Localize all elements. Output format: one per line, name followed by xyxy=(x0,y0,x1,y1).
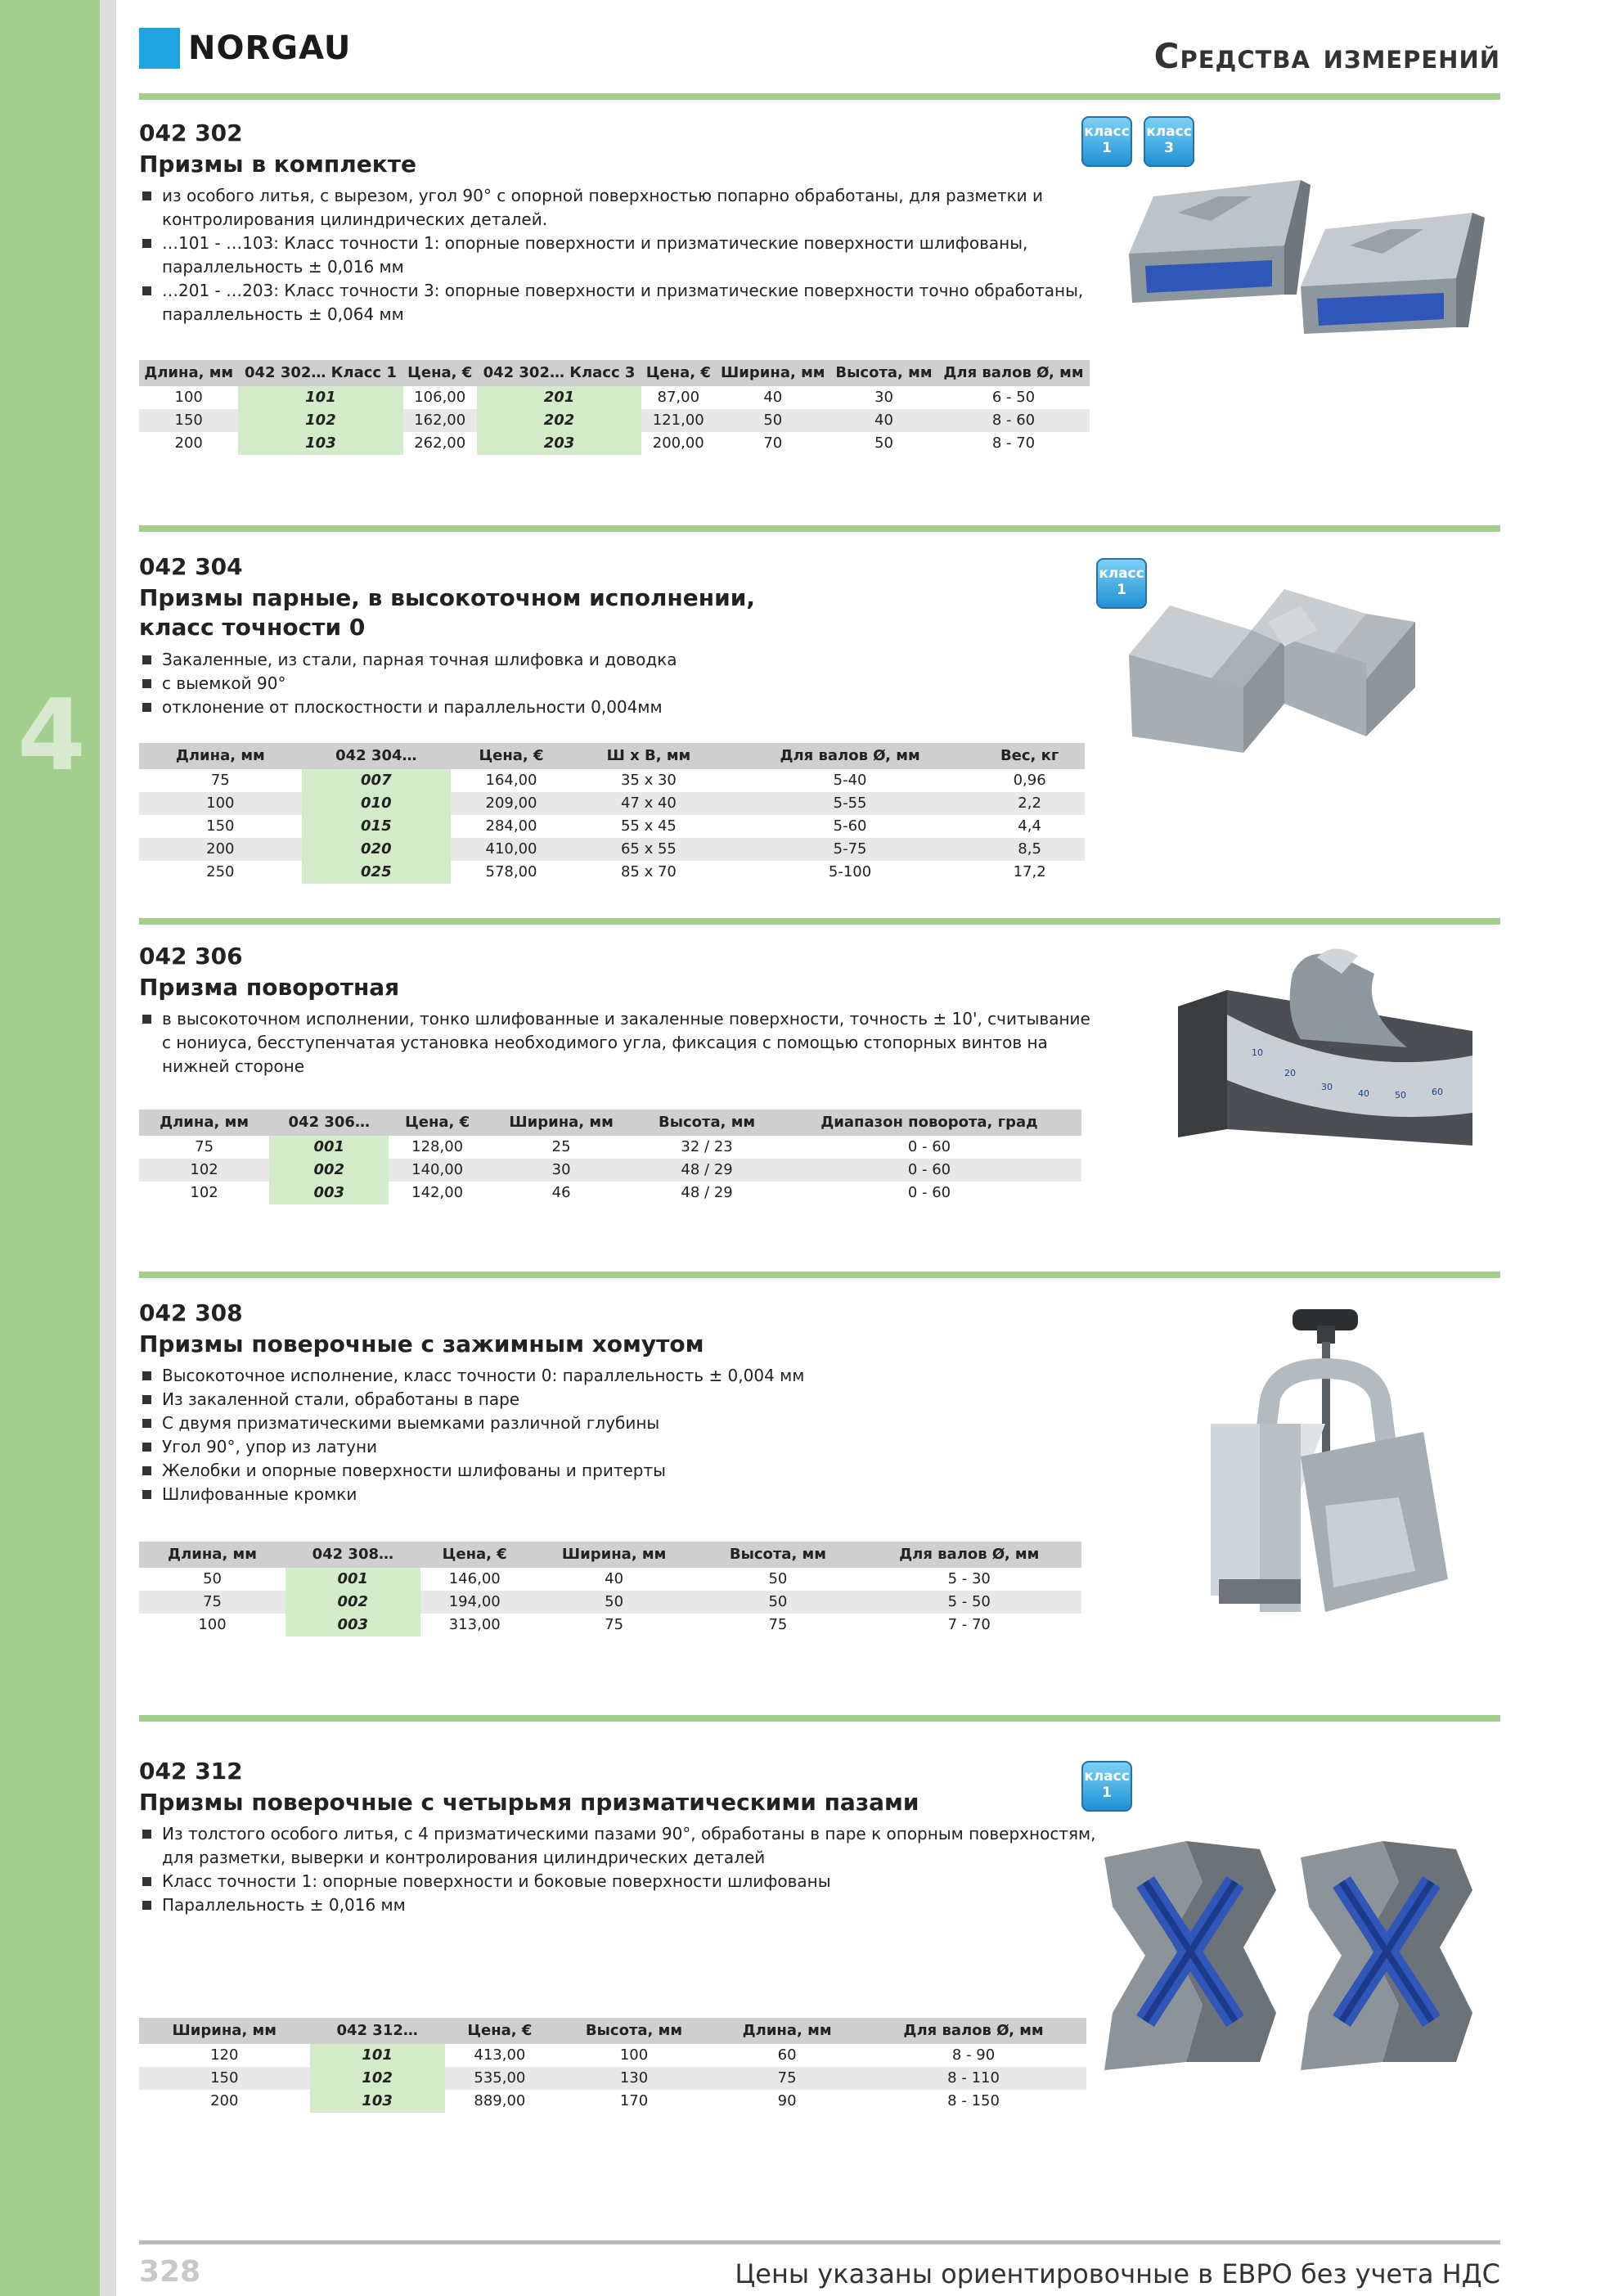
product-042302 xyxy=(139,119,1096,326)
article-code: 202 xyxy=(477,409,641,432)
product-name: Призмы парные, в высокоточном исполнении, класс точности 0 xyxy=(139,584,755,642)
article-code: 002 xyxy=(285,1591,420,1614)
column-header: Цена, € xyxy=(389,1110,486,1136)
table-row xyxy=(139,1591,1081,1614)
table-cell: 102 xyxy=(190,1184,218,1201)
section-divider xyxy=(139,918,1500,925)
table-cell: 100 xyxy=(174,389,203,406)
section-divider xyxy=(139,1715,1500,1722)
article-code: 103 xyxy=(310,2090,445,2113)
column-header: Для валов Ø, мм xyxy=(726,743,974,769)
svg-text:20: 20 xyxy=(1284,1068,1296,1078)
feature-list xyxy=(139,1364,1096,1506)
v-block-pair-illustration xyxy=(1121,573,1497,769)
table-cell: 8 - 90 xyxy=(951,2046,996,2064)
article-code: 007 xyxy=(302,769,451,792)
table-cell: 100 xyxy=(619,2046,649,2064)
table-cell: 313,00 xyxy=(448,1616,501,1633)
table-cell: 75 xyxy=(713,2067,861,2090)
footer-divider xyxy=(139,2240,1500,2244)
column-header: Цена, € xyxy=(641,360,715,386)
table-cell: 262,00 xyxy=(414,434,466,452)
table-cell: 48 / 29 xyxy=(681,1184,733,1201)
table-cell: 170 xyxy=(619,2092,649,2109)
column-header: Длина, мм xyxy=(139,1542,285,1568)
product-name: Призмы поверочные с четырьмя призматическими пазами xyxy=(139,1789,919,1816)
table-cell: 5-60 xyxy=(833,817,867,835)
chapter-number: 4 xyxy=(17,679,86,793)
table-cell: 209,00 xyxy=(451,792,572,815)
table-cell: 4,4 xyxy=(1018,817,1041,835)
table-cell: 60 xyxy=(777,2046,797,2064)
table-row xyxy=(139,1182,1081,1204)
section-divider xyxy=(139,93,1500,100)
table-cell: 35 x 30 xyxy=(620,772,677,789)
table-cell: 413,00 xyxy=(474,2046,526,2064)
feature-item: из особого литья, с вырезом, угол 90° с опорной поверхностью попарно обработаны, для разметки и контролирования цилиндрических деталей. xyxy=(139,184,1096,232)
table-cell: 75 xyxy=(195,1138,214,1155)
feature-item: Параллельность ± 0,016 мм xyxy=(139,1893,1096,1917)
table-cell: 17,2 xyxy=(1013,863,1046,880)
table-cell: 6 - 50 xyxy=(991,389,1036,406)
spec-table-042302 xyxy=(139,360,1090,455)
table-row xyxy=(139,815,1085,838)
v-block-with-clamp-illustration xyxy=(1203,1301,1448,1645)
table-cell: 75 xyxy=(139,1591,285,1614)
column-header: Цена, € xyxy=(445,2018,555,2044)
spec-table-042304 xyxy=(139,743,1085,884)
table-cell: 140,00 xyxy=(389,1159,486,1182)
page-number: 328 xyxy=(139,2255,201,2289)
table-row xyxy=(139,432,1090,455)
table-cell: 40 xyxy=(605,1570,624,1587)
article-code: 020 xyxy=(302,838,451,861)
column-header: Ш х В, мм xyxy=(572,743,726,769)
article-code: 010 xyxy=(302,792,451,815)
table-cell: 200 xyxy=(174,434,203,452)
accuracy-class-badge: класс 3 xyxy=(1144,116,1194,167)
table-cell: 150 xyxy=(139,409,238,432)
table-cell: 25 xyxy=(551,1138,571,1155)
article-code: 015 xyxy=(302,815,451,838)
table-cell: 75 xyxy=(768,1616,788,1633)
article-code: 203 xyxy=(477,432,641,455)
product-code: 042 302 xyxy=(139,119,243,146)
accuracy-class-badge: класс 1 xyxy=(1081,116,1132,167)
column-header: Высота, мм xyxy=(555,2018,713,2044)
product-code: 042 306 xyxy=(139,943,243,970)
column-header: Цена, € xyxy=(403,360,477,386)
table-row xyxy=(139,861,1085,884)
table-cell: 162,00 xyxy=(403,409,477,432)
table-cell: 75 xyxy=(210,772,230,789)
column-header: 042 312… xyxy=(310,2018,445,2044)
article-code: 102 xyxy=(238,409,402,432)
table-cell: 535,00 xyxy=(445,2067,555,2090)
four-groove-v-block-illustration xyxy=(1096,1817,1497,2087)
article-code: 025 xyxy=(302,861,451,884)
article-code: 101 xyxy=(310,2044,445,2067)
table-cell: 100 xyxy=(198,1616,227,1633)
table-cell: 150 xyxy=(139,2067,310,2090)
product-name: Призмы поверочные с зажимным хомутом xyxy=(139,1330,704,1357)
spec-table-042312 xyxy=(139,2018,1086,2113)
table-cell: 5 - 30 xyxy=(947,1570,991,1587)
article-code: 103 xyxy=(238,432,402,455)
article-code: 102 xyxy=(310,2067,445,2090)
feature-list xyxy=(139,1007,1096,1078)
sidebar-divider xyxy=(100,0,116,2296)
feature-list xyxy=(139,648,1096,719)
table-cell: 7 - 70 xyxy=(947,1616,991,1633)
article-code: 003 xyxy=(285,1614,420,1636)
product-042312 xyxy=(139,1758,1096,1917)
table-row xyxy=(139,1136,1081,1159)
table-cell: 30 xyxy=(486,1159,636,1182)
table-cell: 5 - 50 xyxy=(857,1591,1082,1614)
table-cell: 65 x 55 xyxy=(572,838,726,861)
column-header: Ширина, мм xyxy=(715,360,830,386)
table-cell: 8 - 110 xyxy=(861,2067,1086,2090)
table-row xyxy=(139,386,1090,409)
table-cell: 121,00 xyxy=(641,409,715,432)
product-code: 042 312 xyxy=(139,1758,243,1785)
table-cell: 8 - 60 xyxy=(937,409,1090,432)
feature-item: С двумя призматическими выемками различной глубины xyxy=(139,1411,1096,1435)
product-code: 042 308 xyxy=(139,1299,243,1326)
column-header: Высота, мм xyxy=(699,1542,856,1568)
table-cell: 200 xyxy=(210,2092,239,2109)
feature-item: Шлифованные кромки xyxy=(139,1483,1096,1506)
table-cell: 0,96 xyxy=(1013,772,1046,789)
table-cell: 8 - 70 xyxy=(991,434,1036,452)
table-cell: 50 xyxy=(768,1570,788,1587)
article-code: 001 xyxy=(285,1568,420,1591)
product-042306 xyxy=(139,943,1096,1078)
feature-item: Желобки и опорные поверхности шлифованы и притерты xyxy=(139,1459,1096,1483)
table-cell: 410,00 xyxy=(451,838,572,861)
table-cell: 50 xyxy=(874,434,893,452)
table-row xyxy=(139,409,1090,432)
table-cell: 46 xyxy=(551,1184,571,1201)
table-cell: 32 / 23 xyxy=(681,1138,733,1155)
column-header: Длина, мм xyxy=(139,743,302,769)
spec-table-042308 xyxy=(139,1542,1081,1636)
accuracy-class-badge: класс 1 xyxy=(1096,558,1147,609)
column-header: 042 306… xyxy=(269,1110,389,1136)
table-cell: 150 xyxy=(206,817,235,835)
feature-item: …201 - …203: Класс точности 3: опорные поверхности и призматические поверхности точно обработаны, параллельность ± 0,064 мм xyxy=(139,279,1096,326)
column-header: Ширина, мм xyxy=(529,1542,699,1568)
svg-text:40: 40 xyxy=(1358,1088,1369,1099)
column-header: Вес, кг xyxy=(974,743,1085,769)
table-cell: 5-40 xyxy=(833,772,867,789)
feature-item: Из закаленной стали, обработаны в паре xyxy=(139,1388,1096,1411)
table-cell: 50 xyxy=(715,409,830,432)
article-code: 101 xyxy=(238,386,402,409)
table-cell: 106,00 xyxy=(414,389,466,406)
column-header: Длина, мм xyxy=(139,1110,269,1136)
table-cell: 40 xyxy=(763,389,783,406)
table-row xyxy=(139,792,1085,815)
product-042308 xyxy=(139,1299,1096,1506)
table-cell: 194,00 xyxy=(420,1591,529,1614)
table-cell: 578,00 xyxy=(485,863,537,880)
svg-text:30: 30 xyxy=(1321,1082,1333,1092)
table-cell: 200 xyxy=(139,838,302,861)
table-cell: 142,00 xyxy=(411,1184,464,1201)
table-cell: 0 - 60 xyxy=(777,1159,1081,1182)
table-row xyxy=(139,1568,1081,1591)
table-cell: 75 xyxy=(605,1616,624,1633)
feature-list xyxy=(139,1822,1096,1917)
table-cell: 90 xyxy=(777,2092,797,2109)
table-cell: 120 xyxy=(210,2046,239,2064)
product-042304 xyxy=(139,553,1096,719)
table-cell: 250 xyxy=(206,863,235,880)
chapter-sidebar xyxy=(0,0,100,2296)
table-cell: 146,00 xyxy=(448,1570,501,1587)
table-cell: 164,00 xyxy=(485,772,537,789)
feature-item: в высокоточном исполнении, тонко шлифованные и закаленные поверхности, точность ± 10', считывание с нониуса, бесступенчатая установка необходимого угла, фиксация с помощью стопорных винтов на нижней стороне xyxy=(139,1007,1096,1078)
column-header: 042 302… Класс 1 xyxy=(238,360,402,386)
table-cell: 48 / 29 xyxy=(636,1159,777,1182)
product-name: Призма поворотная xyxy=(139,974,400,1001)
table-cell: 40 xyxy=(830,409,937,432)
table-cell: 70 xyxy=(763,434,783,452)
column-header: Ширина, мм xyxy=(139,2018,310,2044)
table-row xyxy=(139,1614,1081,1636)
table-cell: 5-75 xyxy=(726,838,974,861)
table-cell: 55 x 45 xyxy=(620,817,677,835)
table-cell: 50 xyxy=(699,1591,856,1614)
column-header: Для валов Ø, мм xyxy=(861,2018,1086,2044)
column-header: Диапазон поворота, град xyxy=(777,1110,1081,1136)
svg-text:10: 10 xyxy=(1252,1047,1263,1058)
product-code: 042 304 xyxy=(139,553,243,580)
table-cell: 2,2 xyxy=(974,792,1085,815)
table-cell: 284,00 xyxy=(485,817,537,835)
brand-name: NORGAU xyxy=(188,29,352,67)
table-cell: 50 xyxy=(529,1591,699,1614)
table-row xyxy=(139,2090,1086,2113)
column-header: Длина, мм xyxy=(713,2018,861,2044)
table-row xyxy=(139,838,1085,861)
product-name: Призмы в комплекте xyxy=(139,151,416,178)
table-cell: 5-100 xyxy=(828,863,872,880)
column-header: 042 304… xyxy=(302,743,451,769)
table-cell: 100 xyxy=(139,792,302,815)
article-code: 001 xyxy=(269,1136,389,1159)
table-cell: 889,00 xyxy=(474,2092,526,2109)
article-code: 201 xyxy=(477,386,641,409)
column-header: Высота, мм xyxy=(830,360,937,386)
column-header: Для валов Ø, мм xyxy=(937,360,1090,386)
table-row xyxy=(139,2067,1086,2090)
feature-item: Закаленные, из стали, парная точная шлифовка и доводка xyxy=(139,648,1096,672)
table-cell: 5-55 xyxy=(726,792,974,815)
column-header: Высота, мм xyxy=(636,1110,777,1136)
table-cell: 50 xyxy=(203,1570,222,1587)
feature-list xyxy=(139,184,1096,326)
section-divider xyxy=(139,1272,1500,1278)
section-divider xyxy=(139,525,1500,532)
feature-item: отклонение от плоскостности и параллельности 0,004мм xyxy=(139,696,1096,719)
accuracy-class-badge: класс 1 xyxy=(1081,1761,1132,1812)
article-code: 003 xyxy=(269,1182,389,1204)
table-cell: 102 xyxy=(139,1159,269,1182)
table-cell: 130 xyxy=(555,2067,713,2090)
column-header: Длина, мм xyxy=(139,360,238,386)
table-cell: 47 x 40 xyxy=(572,792,726,815)
table-row xyxy=(139,2044,1086,2067)
table-row xyxy=(139,769,1085,792)
feature-item: Из толстого особого литья, с 4 призматическими пазами 90°, обработаны в паре к опорным поверхностям, для разметки, выверки и контролирования цилиндрических деталей xyxy=(139,1822,1096,1870)
column-header: Для валов Ø, мм xyxy=(857,1542,1082,1568)
table-cell: 0 - 60 xyxy=(907,1184,951,1201)
table-cell: 200,00 xyxy=(652,434,704,452)
svg-text:50: 50 xyxy=(1395,1090,1406,1101)
table-row xyxy=(139,1159,1081,1182)
v-block-pair-illustration xyxy=(1121,164,1497,335)
spec-table-042306 xyxy=(139,1110,1081,1204)
column-header: Ширина, мм xyxy=(486,1110,636,1136)
column-header: 042 308… xyxy=(285,1542,420,1568)
article-code: 002 xyxy=(269,1159,389,1182)
table-cell: 30 xyxy=(874,389,893,406)
table-cell: 85 x 70 xyxy=(620,863,677,880)
column-header: Цена, € xyxy=(451,743,572,769)
table-cell: 8,5 xyxy=(974,838,1085,861)
table-cell: 0 - 60 xyxy=(907,1138,951,1155)
feature-item: Угол 90°, упор из латуни xyxy=(139,1435,1096,1459)
feature-item: …101 - …103: Класс точности 1: опорные поверхности и призматические поверхности шлифованы, параллельность ± 0,016 мм xyxy=(139,232,1096,279)
page-title: Средства измерений xyxy=(1153,36,1500,76)
column-header: Цена, € xyxy=(420,1542,529,1568)
table-cell: 8 - 150 xyxy=(947,2092,1000,2109)
rotary-v-block-illustration xyxy=(1162,941,1497,1146)
logo-square-icon xyxy=(139,28,180,69)
feature-item: с выемкой 90° xyxy=(139,672,1096,696)
price-note: Цены указаны ориентировочные в ЕВРО без учета НДС xyxy=(735,2258,1500,2289)
table-cell: 128,00 xyxy=(411,1138,464,1155)
feature-item: Класс точности 1: опорные поверхности и боковые поверхности шлифованы xyxy=(139,1870,1096,1893)
svg-text:60: 60 xyxy=(1432,1087,1443,1097)
table-cell: 87,00 xyxy=(657,389,700,406)
feature-item: Высокоточное исполнение, класс точности 0: параллельность ± 0,004 мм xyxy=(139,1364,1096,1388)
column-header: 042 302… Класс 3 xyxy=(477,360,641,386)
brand-logo xyxy=(139,28,351,69)
